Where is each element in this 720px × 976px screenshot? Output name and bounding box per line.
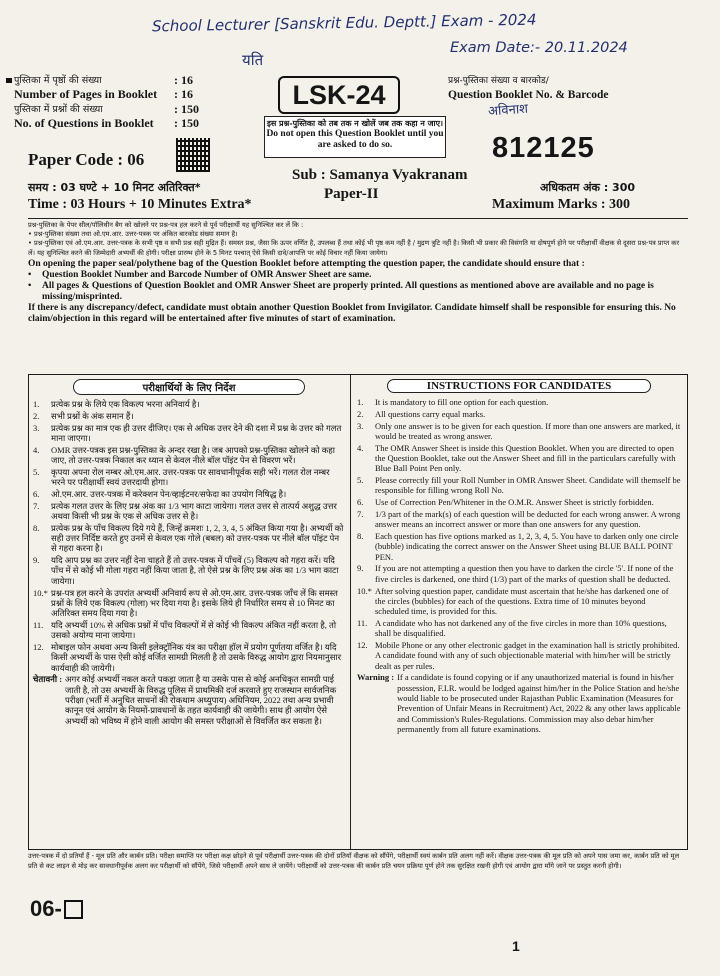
- hindi-instruction-item-text: OMR उत्तर-पत्रक इस प्रश्न-पुस्तिका के अन्दर रखा है। जब आपको प्रश्न-पुस्तिका खोलने को कहा जाए, तो उत्तर-पत्रक निकाल कर ध्यान से केवल नीले बॉल पॉइंट पेन से विवरण भरें।: [51, 444, 335, 465]
- english-instruction-item-number: 11.: [357, 617, 368, 628]
- english-instruction-item-text: It is mandatory to fill one option for each question.: [375, 397, 549, 407]
- hindi-instruction-item-number: 6.: [33, 488, 40, 499]
- english-column: [357, 379, 681, 736]
- english-instruction-item-number: 12.: [357, 640, 368, 651]
- hindi-column: [33, 379, 345, 727]
- english-instruction-item: [357, 421, 681, 442]
- hindi-instruction-list: [33, 399, 345, 726]
- english-instruction-item-text: All questions carry equal marks.: [375, 408, 486, 419]
- questions-label-hi: पुस्तिका में प्रश्नों की संख्या: [14, 104, 103, 115]
- hindi-instruction-item-number: 12.: [33, 642, 44, 653]
- square-icon: [64, 900, 83, 919]
- opening-en-1: On opening the paper seal/polythene bag of the Question Booklet before attempting the question paper, the candidate should ensure that :: [28, 258, 585, 269]
- english-instruction-item-text: 1/3 part of the mark(s) of each question will be deducted for each wrong answer. A wrong answer means an incorrect answer or more than one answers for any question.: [375, 508, 681, 530]
- hindi-instruction-item-text: अगर कोई अभ्यर्थी नकल करते पकड़ा जाता है या उसके पास से कोई अनधिकृत सामग्री पाई जाती है, तो उस अभ्यर्थी के विरुद्ध पुलिस में प्राथमिकी दर्ज करवाते हुए राजस्थान सार्वजनिक परीक्षा (भर्ती में अनुचित साधनों की रोकथाम अध्युपाय) अधिनियम, 2022 तथा अन्य प्रभावी कानून एवं आयोग के नियमों-प्रावधानों के तहत कार्यवाही की जायेगी। साथ ही आयोग ऐसे अभ्यर्थी को भविष्य में होने वाली आयोग की समस्त परीक्षाओं से विवर्जित कर सकता है।: [65, 674, 337, 726]
- english-instruction-item-number: 7.: [357, 508, 364, 519]
- hindi-instruction-item: [33, 423, 345, 444]
- english-instruction-item-number: Warning :: [357, 672, 395, 683]
- hindi-instruction-item-text: सभी प्रश्नों के अंक समान हैं।: [51, 410, 134, 421]
- pages-label-hi: पुस्तिका में पृष्ठों की संख्या: [14, 75, 102, 86]
- hindi-instruction-item: [33, 501, 345, 522]
- english-instruction-item-number: 2.: [357, 408, 364, 419]
- booklet-label-en: Question Booklet No. & Barcode: [448, 89, 609, 101]
- english-instruction-item-number: 1.: [357, 397, 364, 407]
- hindi-instruction-item: [33, 674, 345, 725]
- time-english: Time : 03 Hours + 10 Minutes Extra*: [28, 197, 252, 212]
- hindi-instruction-item-number: चेतावनी :: [33, 674, 63, 685]
- english-instruction-item-text: Mobile Phone or any other electronic gadget in the examination hall is strictly prohibited. A candidate found with any of such objectionable material with him/her will be strictly dealt as per rules.: [375, 640, 680, 671]
- english-instruction-item-number: 8.: [357, 531, 364, 542]
- bottom-note: उत्तर-पत्रक में दो प्रतियाँ हैं - मूल प्रति और कार्बन प्रति। परीक्षा समाप्ति पर परीक्षा कक्ष छोड़ने से पूर्व परीक्षार्थी उत्तर-पत्रक की दोनों प्रतियाँ वीक्षक को सौंपेंगे, परीक्षार्थी स्वयं कार्बन प्रति अलग नहीं करें। वीक्षक उत्तर-पत्रक की मूल प्रति को अपने पास जमा कर, कार्बन प्रति को मूल प्रति से कट लाइन से मोड़ कर सावधानीपूर्वक अलग कर परीक्षार्थी को सौंपेंगे, जिसे परीक्षार्थी अपने साथ ले जायेंगे। परीक्षार्थी को उत्तर-पत्रक की कार्बन प्रति चयन प्रक्रिया पूर्ण होने तक सुरक्षित रखनी होगी एवं आयोग द्वारा माँगे जाने पर प्रस्तुत करनी होगी।: [28, 852, 680, 870]
- english-instruction-list: [357, 397, 681, 734]
- opening-en-4: If there is any discrepancy/defect, candidate must obtain another Question Booklet from Invigilator. Candidate himself shall be responsible for ensuring this. No claim/objection in this regard will be entertained after five minutes of start of examination.: [28, 302, 676, 324]
- footer-code-text: 06-: [30, 896, 62, 921]
- qr-code-icon: [176, 138, 210, 172]
- english-instruction-item: [357, 443, 681, 474]
- hindi-instruction-item-text: यदि अभ्यर्थी 10% से अधिक प्रश्नों में पाँच विकल्पों में से कोई भी विकल्प अंकित नहीं करता है, तो उसको अयोग्य माना जायेगा।: [51, 619, 337, 641]
- english-instruction-item: [357, 531, 681, 562]
- english-instruction-item: [357, 640, 681, 671]
- english-instruction-item-text: After solving question paper, candidate must ascertain that he/she has darkened one of the circles (bubbles) for each of the questions. Extra time of 10 minutes beyond scheduled time, is provided for this.: [375, 585, 669, 617]
- opening-hi-2: • प्रश्न-पुस्तिका संख्या तथा ओ.एम.आर. उत्तर-पत्रक पर अंकित बारकोड संख्या समान है।: [28, 230, 238, 239]
- hindi-instruction-item-number: 11.: [33, 619, 44, 630]
- subject: Sub : Samanya Vyakranam: [292, 167, 468, 183]
- hindi-instruction-item: [33, 467, 345, 488]
- opening-en-2: Question Booklet Number and Barcode Number of OMR Answer Sheet are same.: [42, 269, 372, 280]
- hindi-instruction-item-text: यदि आप प्रश्न का उत्तर नहीं देना चाहते हैं तो उत्तर-पत्रक में पाँचवें (5) विकल्प को गहरा करें। यदि पाँच में से कोई भी गोला गहरा नहीं किया जाता है, तो ऐसे प्रश्न के लिए प्रश्न अंक का 1/3 भाग काटा जायेगा।: [51, 555, 339, 586]
- english-instruction-item-text: If a candidate is found copying or if any unauthorized material is found in his/her possession, F.I.R. would be lodged against him/her in the Police Station and he/she would liable to be prosecuted under Rajasthan Public Examination (Measures for Prevention of Unfair Means in Recruitment) Act, 2022 & any other laws applicable and Commission's Rules-Regulations. Commission may also debar him/her permanently from all future examinations.: [397, 672, 681, 734]
- english-instruction-item-number: 9.: [357, 563, 364, 574]
- booklet-meta: [14, 74, 224, 130]
- hindi-instruction-item: [33, 489, 345, 499]
- english-instruction-item-number: 3.: [357, 420, 364, 431]
- hindi-instruction-item-number: 10.*: [33, 587, 48, 598]
- hindi-instruction-item-text: कृपया अपना रोल नम्बर ओ.एम.आर. उत्तर-पत्रक पर सावधानीपूर्वक सही भरें। गलत रोल नम्बर भरने पर परीक्षार्थी स्वयं उत्तरदायी होगा।: [51, 466, 330, 488]
- footer-code: [30, 896, 83, 922]
- opening-en-3: All pages & Questions of Question Booklet and OMR Answer Sheet are properly printed. All questions as mentioned above are available and no page is missing/misprinted.: [42, 280, 654, 302]
- hindi-instruction-item: [33, 642, 345, 673]
- hindi-instruction-item-number: 5.: [33, 466, 40, 477]
- page-number: 1: [512, 938, 520, 954]
- english-instruction-item: [357, 618, 681, 639]
- english-instruction-item: [357, 672, 681, 734]
- hindi-instruction-item-text: प्रत्येक गलत उत्तर के लिए प्रश्न अंक का 1/3 भाग काटा जायेगा। गलत उत्तर से तात्पर्य अशुद्ध उत्तर अथवा किसी भी प्रश्न के एक से अधिक उत्तर से है।: [51, 500, 337, 521]
- hindi-instruction-item-text: प्रत्येक प्रश्न के लिये एक विकल्प भरना अनिवार्य है।: [51, 399, 200, 409]
- opening-hi-1: प्रश्न-पुस्तिका के पेपर सील/पॉलिथीन बैग को खोलने पर प्रश्न-पत्र हल करने से पूर्व परीक्षार्थी यह सुनिश्चित कर लें कि :: [28, 221, 304, 229]
- hindi-instruction-item: [33, 399, 345, 409]
- english-instruction-item: [357, 586, 681, 617]
- paper-code: Paper Code : 06: [28, 150, 145, 169]
- pages-value-en: : 16: [174, 86, 193, 101]
- english-instruction-item-text: Each question has five options marked as 1, 2, 3, 4, 5. You have to darken only one circle (bubble) indicating the correct answer on the Answer Sheet using BLUE BALL POINT PEN.: [375, 531, 679, 562]
- booklet-label-hi: प्रश्न-पुस्तिका संख्या व बारकोड/: [448, 76, 549, 86]
- english-instruction-item: [357, 497, 681, 507]
- hindi-instruction-item-number: 7.: [33, 500, 40, 511]
- notice-hindi: इस प्रश्न-पुस्तिका को तब तक न खोलें जब तक कहा न जाए।: [266, 119, 444, 128]
- exam-code-box: LSK-24: [278, 76, 400, 114]
- meta-marker: [6, 78, 12, 83]
- questions-value-en: : 150: [174, 115, 199, 130]
- english-instruction-item: [357, 475, 681, 496]
- english-instruction-item-text: Please correctly fill your Roll Number in OMR Answer Sheet. Candidate will themself be responsible for filling wrong Roll No.: [375, 475, 681, 496]
- hindi-instruction-item-number: 1.: [33, 399, 40, 409]
- hindi-heading: परीक्षार्थियों के लिए निर्देश: [73, 379, 305, 395]
- english-instruction-item-text: If you are not attempting a question then you have to darken the circle '5'. If none of the five circles is darkened, one third (1/3) part of the marks of question shall be deducted.: [375, 563, 674, 584]
- english-instruction-item-text: Only one answer is to be given for each question. If more than one answers are marked, it would be treated as wrong answer.: [375, 420, 681, 441]
- booklet-number-label: [448, 74, 608, 102]
- hindi-instruction-item: [33, 555, 345, 586]
- hindi-instruction-item-number: 9.: [33, 555, 40, 566]
- english-instruction-item: [357, 563, 681, 584]
- english-instruction-item-number: 10.*: [357, 585, 372, 596]
- english-instruction-item-number: 5.: [357, 475, 364, 486]
- hindi-instruction-item: [33, 523, 345, 554]
- opening-instructions: प्रश्न-पुस्तिका के पेपर सील/पॉलिथीन बैग को खोलने पर प्रश्न-पत्र हल करने से पूर्व परीक्षार्थी यह सुनिश्चित कर लें कि : • प्रश्न-पुस्तिका संख्या तथा ओ.एम.आर. उत्तर-पत्रक पर अंकित बारकोड संख्या समान है। • प्रश्न-पुस्तिका एवं ओ.एम.आर. उत्तर-पत्रक के सभी पृष्ठ व सभी प्रश्न सही मुद्रित हैं। समस्त प्रश्न, जैसा कि ऊपर वर्णित है, उपलब्ध हैं तथा कोई भी पृष्ठ कम नहीं है / मुद्रण त्रुटि नहीं है। किसी भी प्रकार की विसंगति या दोषपूर्ण होने पर परीक्षार्थी वीक्षक से दूसरा प्रश्न-पत्र प्राप्त कर लें। यह सुनिश्चित करने की जिम्मेदारी अभ्यर्थी की होगी। परीक्षा प्रारम्भ होने के 5 मिनट पश्चात् ऐसे किसी दावे/आपत्ति पर कोई विचार नहीं किया जायेगा। On opening the paper seal/polythene bag of the Question Booklet before attempting the question paper, the candidate should ensure that : • Question Booklet Number and Barcode Number of OMR Answer Sheet are same. • All pages & Questions of Question Booklet and OMR Answer Sheet are properly printed. All questions as mentioned above are available and no page is missing/misprinted. If there is any discrepancy/defect, candidate must obtain another Question Booklet from Invigilator. Candidate himself shall be responsible for ensuring this. No claim/objection in this regard will be entertained after five minutes of start of examination.: [28, 218, 688, 325]
- max-marks-english: Maximum Marks : 300: [492, 197, 631, 212]
- english-instruction-item: [357, 509, 681, 530]
- hindi-instruction-item-text: मोबाइल फोन अथवा अन्य किसी इलेक्ट्रॉनिक यंत्र का परीक्षा हॉल में प्रयोग पूर्णतया वर्जित है। यदि किसी अभ्यर्थी के पास ऐसी कोई वर्जित सामग्री मिलती है तो उसके विरुद्ध आयोग द्वारा नियमानुसार कार्यवाही की जायेगी।: [51, 642, 342, 673]
- questions-value-hi: : 150: [174, 102, 199, 116]
- english-instruction-item-text: The OMR Answer Sheet is inside this Question Booklet. When you are directed to open the Question Booklet, take out the Answer Sheet and fill in the particulars carefully with Blue Ball Point Pen only.: [375, 442, 676, 474]
- max-marks-hindi: अधिकतम अंक : 300: [540, 181, 636, 194]
- booklet-number: 812125: [492, 132, 595, 164]
- hindi-instruction-item: [33, 588, 345, 619]
- hindi-instruction-item-number: 8.: [33, 522, 40, 533]
- hindi-instruction-item-text: प्रत्येक प्रश्न का मात्र एक ही उत्तर दीजिए। एक से अधिक उत्तर देने की दशा में प्रश्न के उत्तर को गलत माना जाएगा।: [51, 422, 342, 443]
- paper-number: Paper-II: [324, 186, 379, 202]
- hindi-instruction-item-text: प्रश्न-पत्र हल करने के उपरांत अभ्यर्थी अनिवार्य रूप से ओ.एम.आर. उत्तर-पत्रक जाँच लें कि समस्त प्रश्नों के लिये एक विकल्प (गोला) भर दिया गया है। इसके लिये ही निर्धारित समय से 10 मिनट का अतिरिक्त समय दिया गया है।: [51, 587, 338, 619]
- handwritten-signature: अविनाश: [487, 101, 529, 120]
- hindi-instruction-item-number: 2.: [33, 410, 40, 421]
- pages-value-hi: : 16: [174, 73, 193, 87]
- english-instruction-item: [357, 397, 681, 407]
- english-instruction-item: [357, 409, 681, 419]
- handwritten-exam-date: Exam Date:- 20.11.2024: [450, 40, 628, 56]
- hindi-instruction-item: [33, 411, 345, 421]
- do-not-open-notice: [264, 116, 446, 158]
- english-instruction-item-number: 6.: [357, 497, 364, 508]
- handwritten-title: School Lecturer [Sanskrit Edu. Deptt.] Exam - 2024: [151, 10, 537, 36]
- notice-english: Do not open this Question Booklet until you are asked to do so.: [266, 129, 444, 150]
- hindi-instruction-item: [33, 620, 345, 641]
- instructions-frame: [28, 374, 688, 850]
- opening-hi-3: • प्रश्न-पुस्तिका एवं ओ.एम.आर. उत्तर-पत्रक के सभी पृष्ठ व सभी प्रश्न सही मुद्रित हैं। समस्त प्रश्न, जैसा कि ऊपर वर्णित है, उपलब्ध हैं तथा कोई भी पृष्ठ कम नहीं है / मुद्रण त्रुटि नहीं है। किसी भी प्रकार की विसंगति या दोषपूर्ण होने पर परीक्षार्थी वीक्षक से दूसरा प्रश्न-पत्र प्राप्त कर लें। यह सुनिश्चित करने की जिम्मेदारी अभ्यर्थी की होगी। परीक्षा प्रारम्भ होने के 5 मिनट पश्चात् ऐसे किसी दावे/आपत्ति पर कोई विचार नहीं किया जायेगा।: [28, 239, 680, 257]
- hindi-instruction-item-number: 3.: [33, 422, 40, 433]
- english-instruction-item-text: A candidate who has not darkened any of the five circles in more than 10% questions, shall be disqualified.: [375, 617, 667, 639]
- pages-label-en: Number of Pages in Booklet: [14, 86, 158, 101]
- column-divider: [350, 375, 351, 849]
- time-hindi: समय : 03 घण्टे + 10 मिनट अतिरिक्त*: [28, 181, 201, 194]
- english-instruction-item-number: 4.: [357, 442, 364, 453]
- english-instruction-item-text: Use of Correction Pen/Whitener in the O.M.R. Answer Sheet is strictly forbidden.: [375, 497, 654, 508]
- hindi-instruction-item: [33, 445, 345, 466]
- english-heading: INSTRUCTIONS FOR CANDIDATES: [387, 379, 651, 393]
- handwritten-note-top: यति: [242, 51, 264, 69]
- hindi-instruction-item-text: प्रत्येक प्रश्न के पाँच विकल्प दिये गये हैं, जिन्हें क्रमशः 1, 2, 3, 4, 5 अंकित किया गया है। अभ्यर्थी को सही उत्तर निर्दिष्ट करते हुए उनमें से केवल एक गोले (बबल) को उत्तर-पत्रक पर नीले बॉल पॉइंट पेन से गहरा करना है।: [51, 522, 344, 554]
- hindi-instruction-item-number: 4.: [33, 444, 40, 455]
- hindi-instruction-item-text: ओ.एम.आर. उत्तर-पत्रक में करेक्शन पेन/व्हाईटनर/सफेदा का उपयोग निषिद्ध है।: [51, 488, 287, 499]
- questions-label-en: No. of Questions in Booklet: [14, 115, 154, 130]
